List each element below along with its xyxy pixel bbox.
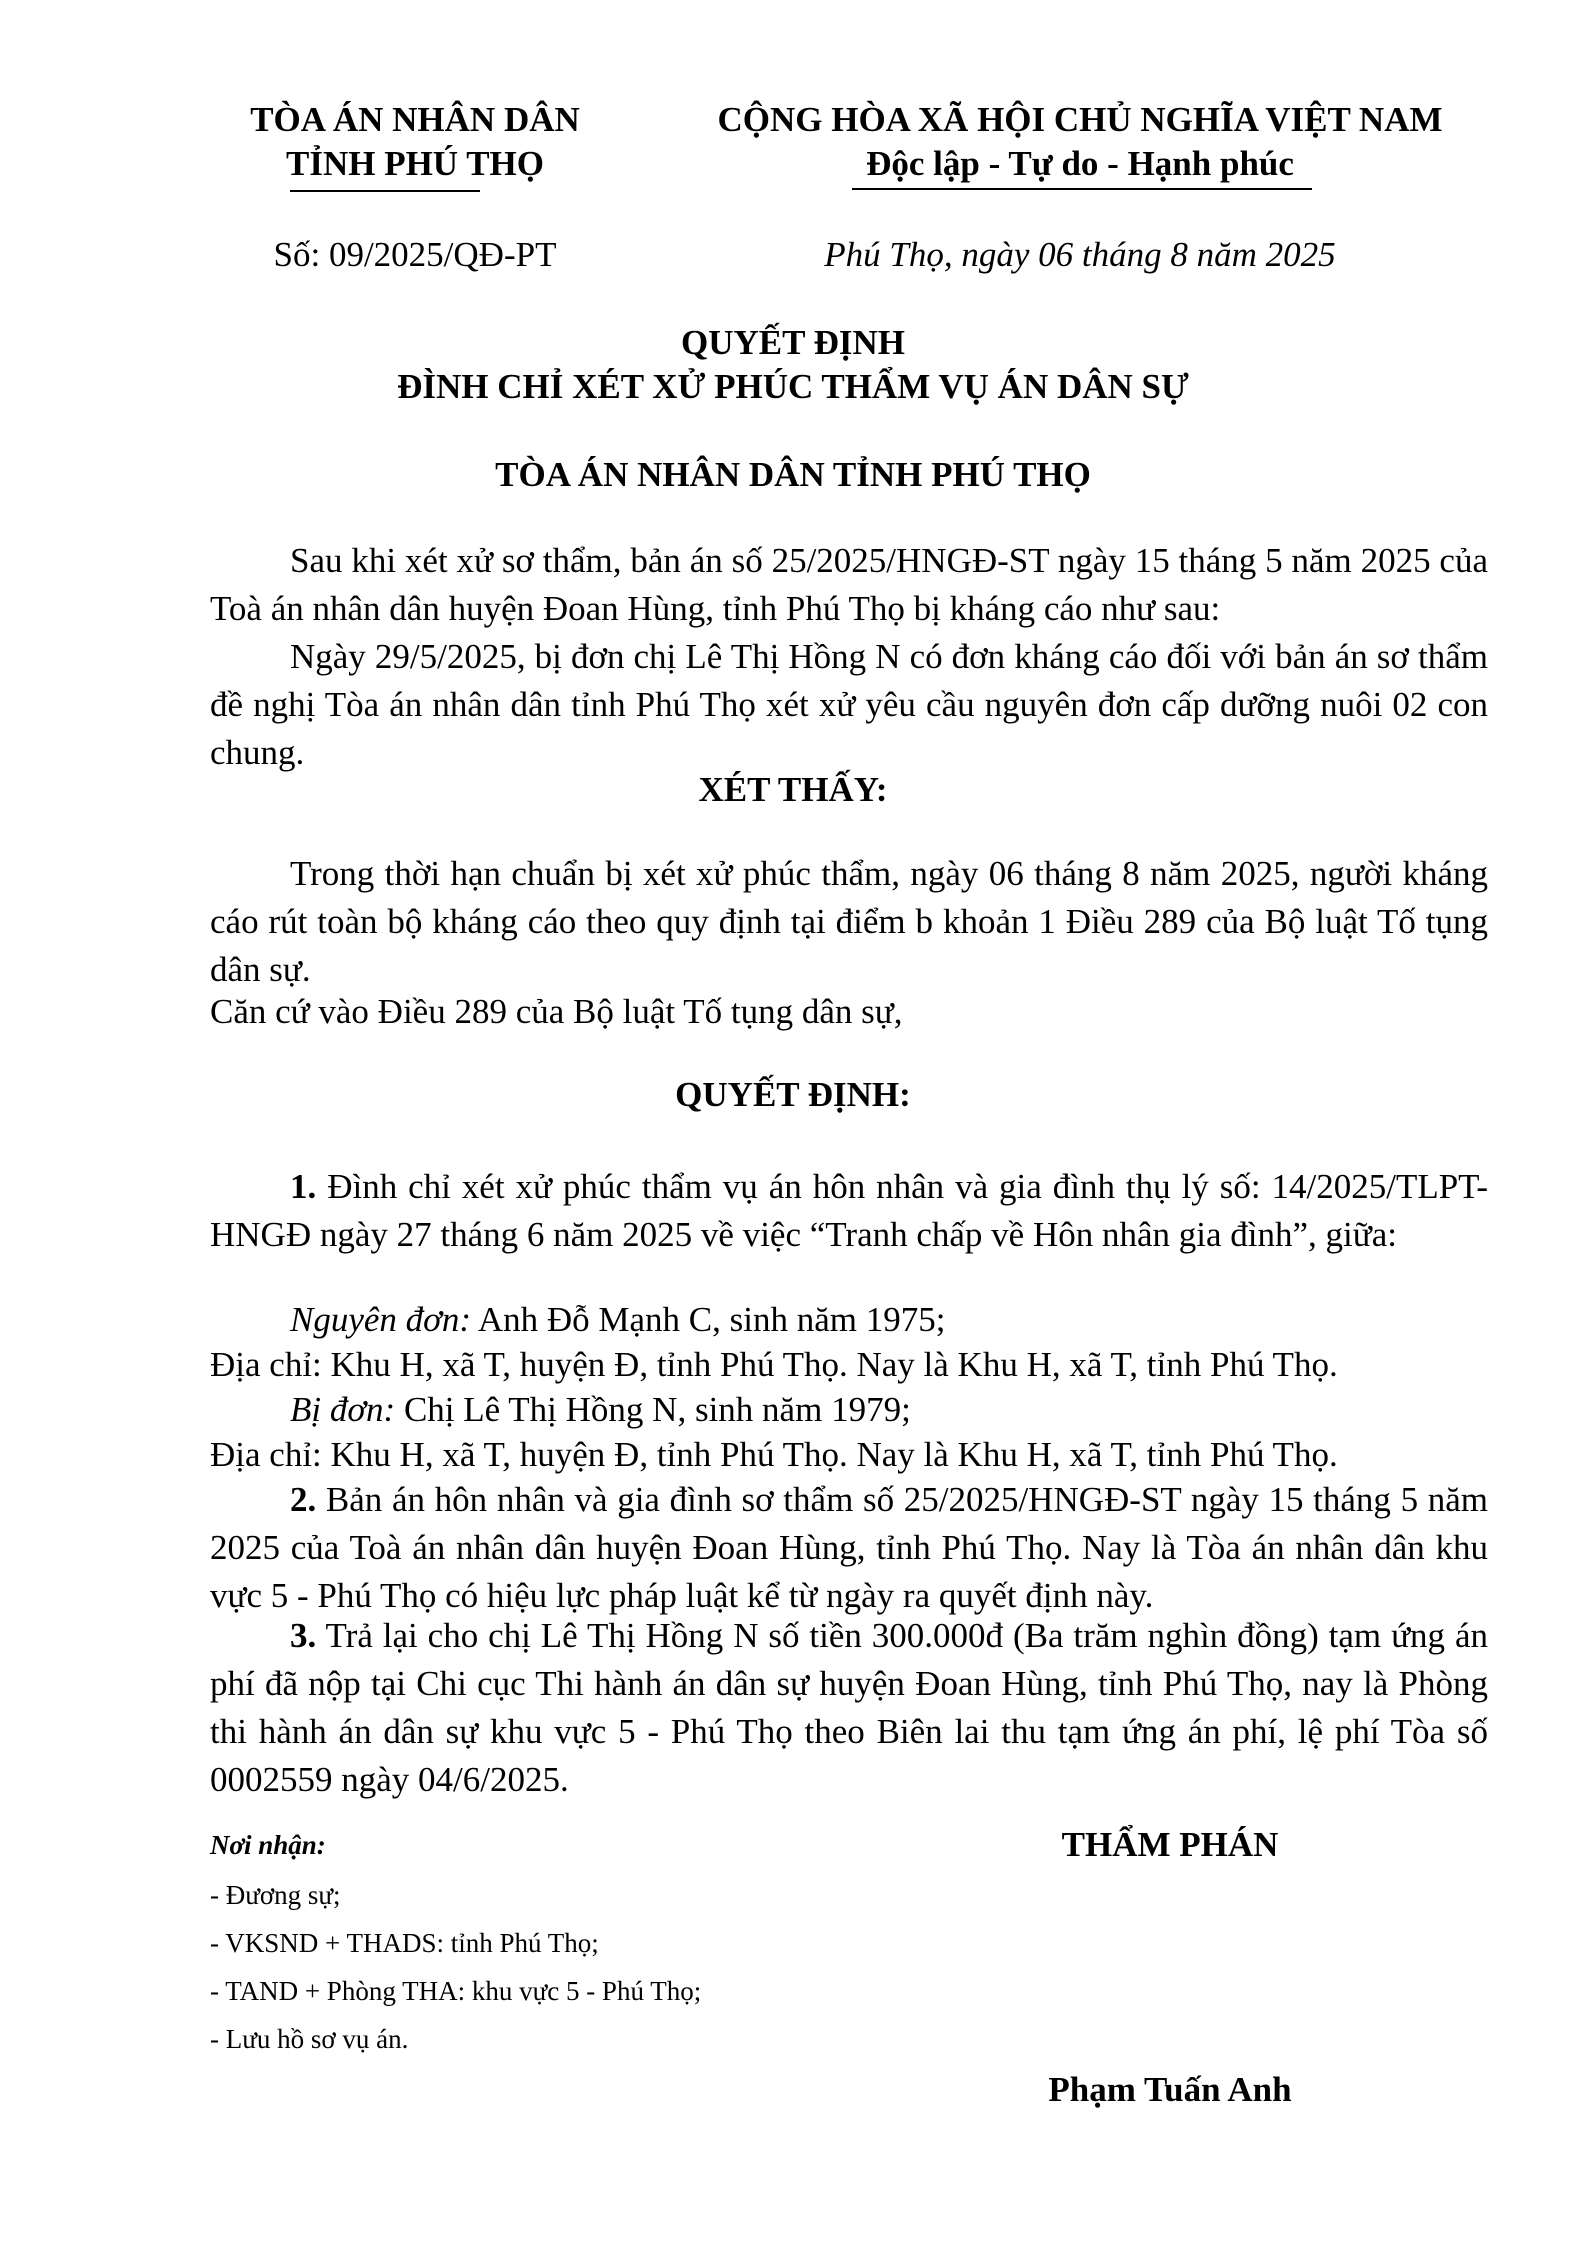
recipient-item: - TAND + Phòng THA: khu vực 5 - Phú Thọ;	[210, 1976, 702, 2006]
findings-paragraph: Trong thời hạn chuẩn bị xét xử phúc thẩm, ngày 06 tháng 8 năm 2025, người kháng cáo rút toàn bộ kháng cáo theo quy định tại điểm b khoản 1 Điều 289 của Bộ luật Tố tụng dân sự.	[210, 854, 1488, 989]
findings-heading: XÉT THẤY:	[698, 770, 888, 809]
signer-title: THẨM PHÁN	[1061, 1825, 1279, 1864]
legal-basis: Căn cứ vào Điều 289 của Bộ luật Tố tụng dân sự,	[210, 992, 903, 1031]
issuing-court: TÒA ÁN NHÂN DÂN TỈNH PHÚ THỌ	[495, 455, 1091, 494]
defendant-line	[290, 1390, 911, 1430]
document-title: QUYẾT ĐỊNH	[681, 323, 905, 362]
nation-title: CỘNG HÒA XÃ HỘI CHỦ NGHĨA VIỆT NAM	[717, 100, 1443, 139]
intro-paragraph-2: Ngày 29/5/2025, bị đơn chị Lê Thị Hồng N có đơn kháng cáo đối với bản án sơ thẩm đề nghị Tòa án nhân dân tỉnh Phú Thọ xét xử yêu cầu nguyên đơn cấp dưỡng nuôi 02 con chung.	[210, 637, 1488, 772]
plaintiff-value: Anh Đỗ Mạnh C, sinh năm 1975;	[477, 1300, 946, 1339]
recipient-item: - VKSND + THADS: tỉnh Phú Thọ;	[210, 1928, 599, 1958]
defendant-label: Bị đơn:	[290, 1390, 396, 1429]
intro-paragraph-1: Sau khi xét xử sơ thẩm, bản án số 25/2025/HNGĐ-ST ngày 15 tháng 5 năm 2025 của Toà án nhân dân huyện Đoan Hùng, tỉnh Phú Thọ bị kháng cáo như sau:	[210, 541, 1488, 628]
document-subtitle: ĐÌNH CHỈ XÉT XỬ PHÚC THẨM VỤ ÁN DÂN SỰ	[397, 367, 1189, 406]
plaintiff-address: Địa chỉ: Khu H, xã T, huyện Đ, tỉnh Phú Thọ. Nay là Khu H, xã T, tỉnh Phú Thọ.	[210, 1345, 1338, 1384]
place-date: Phú Thọ, ngày 06 tháng 8 năm 2025	[824, 235, 1336, 274]
court-name-underline	[290, 190, 480, 192]
decision-item-1-number: 1.	[290, 1167, 317, 1206]
plaintiff-line	[290, 1300, 945, 1340]
decision-item-3-text: Trả lại cho chị Lê Thị Hồng N số tiền 300.000đ (Ba trăm nghìn đồng) tạm ứng án phí đã nộp tại Chi cục Thi hành án dân sự huyện Đoan Hùng, tỉnh Phú Thọ, nay là Phòng thi hành án dân sự khu vực 5 - Phú Thọ theo Biên lai thu tạm ứng án phí, lệ phí Tòa số 0002559 ngày 04/6/2025.	[210, 1616, 1488, 1799]
decision-heading: QUYẾT ĐỊNH:	[675, 1075, 911, 1114]
defendant-value: Chị Lê Thị Hồng N, sinh năm 1979;	[403, 1390, 911, 1429]
decision-item-2-text: Bản án hôn nhân và gia đình sơ thẩm số 25/2025/HNGĐ-ST ngày 15 tháng 5 năm 2025 của Toà án nhân dân huyện Đoan Hùng, tỉnh Phú Thọ. Nay là Tòa án nhân dân khu vực 5 - Phú Thọ có hiệu lực pháp luật kể từ ngày ra quyết định này.	[210, 1480, 1489, 1615]
court-name-line2: TỈNH PHÚ THỌ	[285, 144, 544, 183]
defendant-address: Địa chỉ: Khu H, xã T, huyện Đ, tỉnh Phú Thọ. Nay là Khu H, xã T, tỉnh Phú Thọ.	[210, 1435, 1338, 1474]
recipients-label: Nơi nhận:	[210, 1830, 326, 1860]
decision-item-2-number: 2.	[290, 1480, 317, 1519]
recipient-item: - Đương sự;	[210, 1880, 341, 1910]
decision-item-1-text: Đình chỉ xét xử phúc thẩm vụ án hôn nhân và gia đình thụ lý số: 14/2025/TLPT-HNGĐ ngày 27 tháng 6 năm 2025 về việc “Tranh chấp về Hôn nhân gia đình”, giữa:	[210, 1167, 1488, 1254]
decision-item-2	[210, 1476, 1488, 1620]
document-number: Số: 09/2025/QĐ-PT	[273, 235, 557, 274]
decision-item-3-number: 3.	[290, 1616, 317, 1655]
recipient-item: - Lưu hồ sơ vụ án.	[210, 2024, 409, 2054]
nation-motto: Độc lập - Tự do - Hạnh phúc	[866, 144, 1294, 183]
decision-item-3	[210, 1612, 1488, 1804]
nation-motto-underline	[852, 188, 1312, 190]
plaintiff-label: Nguyên đơn:	[290, 1300, 471, 1339]
court-name-line1: TÒA ÁN NHÂN DÂN	[250, 100, 580, 139]
signer-name: Phạm Tuấn Anh	[1048, 2070, 1292, 2109]
decision-item-1	[210, 1163, 1488, 1259]
